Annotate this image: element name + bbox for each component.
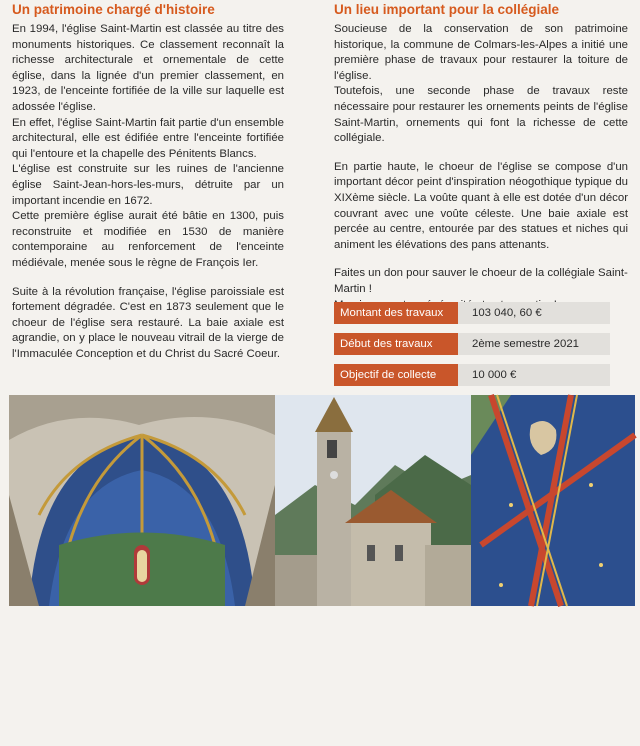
funding-label: Montant des travaux: [334, 302, 458, 324]
vault-interior-photo: [9, 395, 275, 746]
photo-credit: Commune de Colmars-les-Alpes: [257, 630, 266, 746]
vault-detail-photo: [471, 395, 635, 606]
section-title-collegiale: Un lieu important pour la collégiale: [334, 2, 560, 17]
funding-table: [334, 302, 610, 395]
funding-value: 2ème semestre 2021: [458, 333, 610, 355]
funding-row-amount: [334, 302, 610, 324]
history-paragraph-4: Cette première église aurait été bâtie en 1300, puis reconstruite et modifiée en 1530 de manière contemporaine au renforcement de l'enceinte médiévale, menée sous le règne de François Ier.: [12, 210, 284, 269]
photo-strip: [9, 395, 635, 746]
funding-label: Début des travaux: [334, 333, 458, 355]
history-paragraph-1: En 1994, l'église Saint-Martin est classée au titre des monuments historiques. Ce classement reconnaît la richesse architecturale et ornementale de cette église, dans la lignée d'un premier classement, en 1923, de l'enceinte fortifiée de la ville sur laquelle est adossée l'église.: [12, 23, 284, 113]
bell-tower-photo: [275, 395, 471, 606]
funding-label: Objectif de collecte: [334, 364, 458, 386]
collegiale-paragraph-2: Toutefois, une seconde phase de travaux reste nécessaire pour restaurer les ornements peints de l'église Saint-Martin, ornements qui font la richesse de cette collégiale.: [334, 85, 628, 145]
funding-row-start: [334, 333, 610, 355]
donation-call: Faites un don pour sauver le choeur de la collégiale Saint-Martin !: [334, 267, 628, 295]
history-paragraph-5: Suite à la révolution française, l'église paroissiale est fortement dégradée. C'est en 1873 seulement que le choeur de l'église sera restauré. La baie axiale est agrandie, on y place le nouveau vitrail de la vierge de l'Immaculée Conception et du Christ du Sacré Coeur.: [12, 285, 284, 360]
collegiale-paragraph-1: Soucieuse de la conservation de son patrimoine historique, la commune de Colmars-les-Alpes a initié une première phase de travaux pour restaurer la toiture de l'église.: [334, 23, 628, 82]
funding-row-goal: [334, 364, 610, 386]
collegiale-paragraph-3: En partie haute, le choeur de l'église se compose d'un important décor peint d'inspiration néogothique typique du XIXème siècle. La voûte quant à elle est dotée d'un décor couvrant avec une voûte céleste. Une baie axiale est percée au centre, entourée par des statues et niches qui animent les élévations des pans attenants.: [334, 160, 628, 251]
history-paragraph-2: En effet, l'église Saint-Martin fait partie d'un ensemble architectural, elle est édifiée entre l'enceinte fortifiée qui l'entoure et la chapelle des Pénitents Blancs.: [12, 116, 284, 160]
right-column: [334, 0, 628, 313]
funding-value: 10 000 €: [458, 364, 610, 386]
history-paragraph-3: L'église est construite sur les ruines de l'ancienne église Saint-Jean-hors-les-murs, détruite par un important incendie en 1672.: [12, 163, 284, 207]
section-title-history: Un patrimoine chargé d'histoire: [12, 2, 215, 17]
left-column: [12, 0, 284, 362]
funding-value: 103 040, 60 €: [458, 302, 610, 324]
